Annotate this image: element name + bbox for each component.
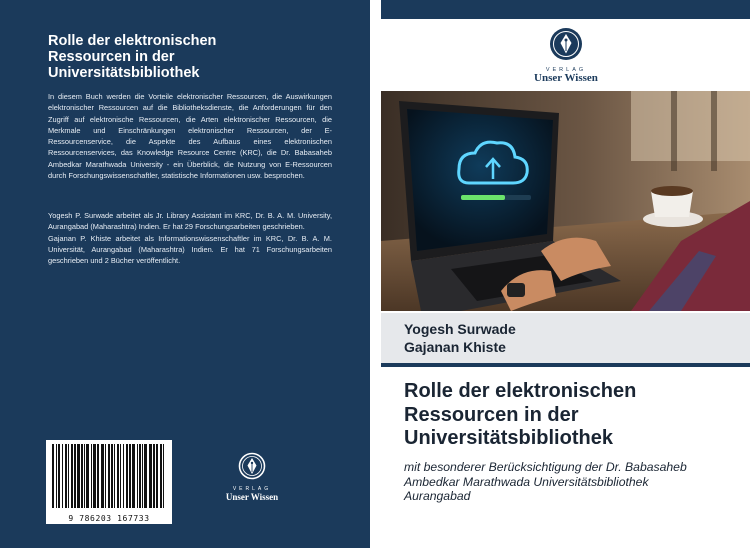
author-name-2: Gajanan Khiste [404,339,506,355]
subtitle-line-2: Ambedkar Marathwada Universitätsbibliothek [404,474,649,489]
author-bios [48,210,332,266]
subtitle-line-3: Aurangabad [404,489,471,503]
author-bio-1: Yogesh P. Surwade arbeitet als Jr. Library Assistant im KRC, Dr. B. A. M. University, Aurangabad (Maharashtra) Indien. Er hat 29 Forschungsarbeiten geschrieben. [48,211,332,232]
back-cover [0,0,370,548]
book-description [48,91,332,181]
front-cover-title [404,380,739,451]
front-title-line-1: Rolle der elektronischen [404,380,637,402]
divider-rule [381,363,750,367]
back-title-line-2: Ressourcen in der [48,49,175,65]
verlag-label: VERLAG [232,486,272,492]
publisher-name: Unser Wissen [534,72,598,84]
front-cover [381,0,750,548]
cover-photo-laptop [381,91,750,311]
barcode-bars [50,444,168,510]
publisher-logo-front [511,27,621,84]
back-title-line-3: Universitätsbibliothek [48,65,200,81]
author-bio-2: Gajanan P. Khiste arbeitet als Informationswissenschaftler im KRC, Dr. B. A. M. Universität, Aurangabad (Maharashtra) Indien. Er hat 71 Forschungsarbeiten geschrieben und 2 Bücher veröffentlicht. [48,233,332,266]
top-color-band [381,0,750,19]
front-title-line-2: Ressourcen in der [404,403,579,426]
front-cover-subtitle [404,460,739,504]
description-text: In diesem Buch werden die Vorteile elektronischer Ressourcen, die Auswirkungen elektronischer Ressourcen auf die Bibliotheksdienste, die Anforderungen für den Zugriff auf elektronische Ressourcen, die Arten elektronischer Ressourcen, die Merkmale und Einschränkungen elektronischer Ressourcen, der E-Ressourcenservice, die Aspekte des Aufbaus eines elektronischen Ressourcenservices, das Knowledge Resource Centre (KRC), die Dr. Babasaheb Ambedkar Marathwada University - ein Überblick, die Nutzung von E-Ressourcen durch Forschungswissenschaftler, statistische Informationen usw. besprochen. [48,92,332,181]
front-title-line-3: Universitätsbibliothek [404,427,613,449]
pen-nib-emblem-icon [238,452,266,480]
back-cover-title [48,33,308,81]
verlag-label: VERLAG [545,67,587,73]
subtitle-line-1: mit besonderer Berücksichtigung der Dr. Babasaheb [404,460,687,474]
publisher-logo-back [212,452,292,502]
back-title-line-1: Rolle der elektronischen [48,33,217,49]
pen-nib-emblem-icon [549,27,583,61]
barcode-number: 9 786203 167733 [68,514,150,523]
isbn-barcode [46,440,172,524]
publisher-name: Unser Wissen [225,492,279,502]
author-name-1: Yogesh Surwade [404,321,516,337]
author-band [381,313,750,363]
